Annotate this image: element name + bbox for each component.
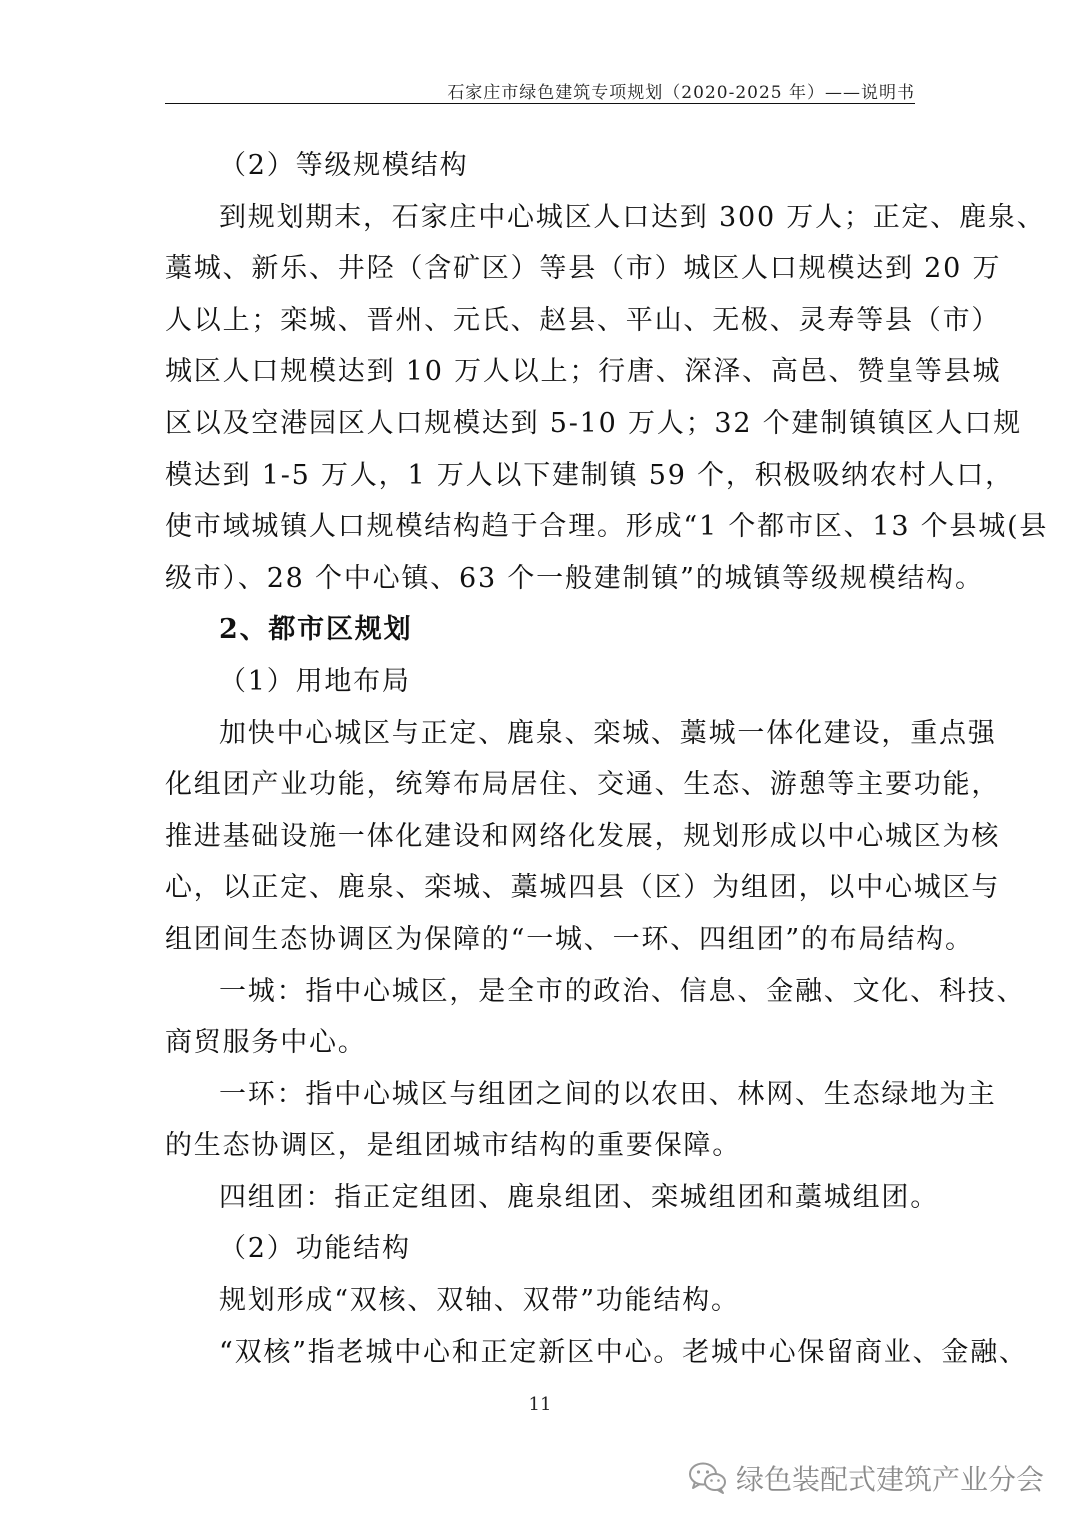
text-line: 加快中心城区与正定、鹿泉、栾城、藁城一体化建设，重点强	[219, 717, 997, 749]
text-line: 化组团产业功能，统筹布局居住、交通、生态、游憩等主要功能，	[165, 769, 1001, 801]
text-line: 四组团：指正定组团、鹿泉组团、栾城组团和藁城组团。	[219, 1181, 939, 1213]
text-line: 商贸服务中心。	[165, 1027, 367, 1059]
text-line: （1）用地布局	[219, 665, 411, 697]
text-line: 心，以正定、鹿泉、栾城、藁城四县（区）为组团，以中心城区与	[165, 872, 1001, 904]
text-line: 藁城、新乐、井陉（含矿区）等县（市）城区人口规模达到 20 万	[165, 253, 1002, 285]
page-number: 11	[528, 1394, 552, 1415]
text-line: 的生态协调区，是组团城市结构的重要保障。	[165, 1130, 741, 1162]
text-line: 组团间生态协调区为保障的“一城、一环、四组团”的布局结构。	[165, 923, 974, 955]
body-text	[165, 140, 1049, 1378]
text-line: 一城：指中心城区，是全市的政治、信息、金融、文化、科技、	[219, 975, 1026, 1007]
document-header-title: 石家庄市绿色建筑专项规划（2020-2025 年）——说明书	[447, 83, 915, 103]
text-line: 区以及空港园区人口规模达到 5-10 万人；32 个建制镇镇区人口规	[165, 407, 1022, 439]
text-line: 人以上；栾城、晋州、元氏、赵县、平山、无极、灵寿等县（市）	[165, 304, 1001, 336]
text-line: “双核”指老城中心和正定新区中心。老城中心保留商业、金融、	[219, 1336, 1028, 1368]
text-line: 规划形成“双核、双轴、双带”功能结构。	[219, 1285, 740, 1317]
watermark	[688, 1458, 1044, 1498]
text-line: 使市域城镇人口规模结构趋于合理。形成“1 个都市区、13 个县城(县	[165, 511, 1049, 543]
header-divider	[165, 103, 915, 104]
text-line: （2）功能结构	[219, 1233, 411, 1265]
section-heading: 2、都市区规划	[219, 614, 413, 646]
wechat-icon	[688, 1461, 728, 1495]
text-line: 级市）、28 个中心镇、63 个一般建制镇”的城镇等级规模结构。	[165, 562, 984, 594]
text-line: 一环：指中心城区与组团之间的以农田、林网、生态绿地为主	[219, 1078, 997, 1110]
text-line: 城区人口规模达到 10 万人以上；行唐、深泽、高邑、赞皇等县城	[165, 356, 1002, 388]
watermark-text: 绿色装配式建筑产业分会	[735, 1463, 1044, 1496]
text-line: （2）等级规模结构	[219, 150, 469, 181]
text-line: 模达到 1-5 万人，1 万人以下建制镇 59 个，积极吸纳农村人口，	[165, 459, 1014, 491]
text-line: 到规划期末，石家庄中心城区人口达到 300 万人；正定、鹿泉、	[219, 201, 1046, 233]
text-line: 推进基础设施一体化建设和网络化发展，规划形成以中心城区为核	[165, 820, 1001, 852]
